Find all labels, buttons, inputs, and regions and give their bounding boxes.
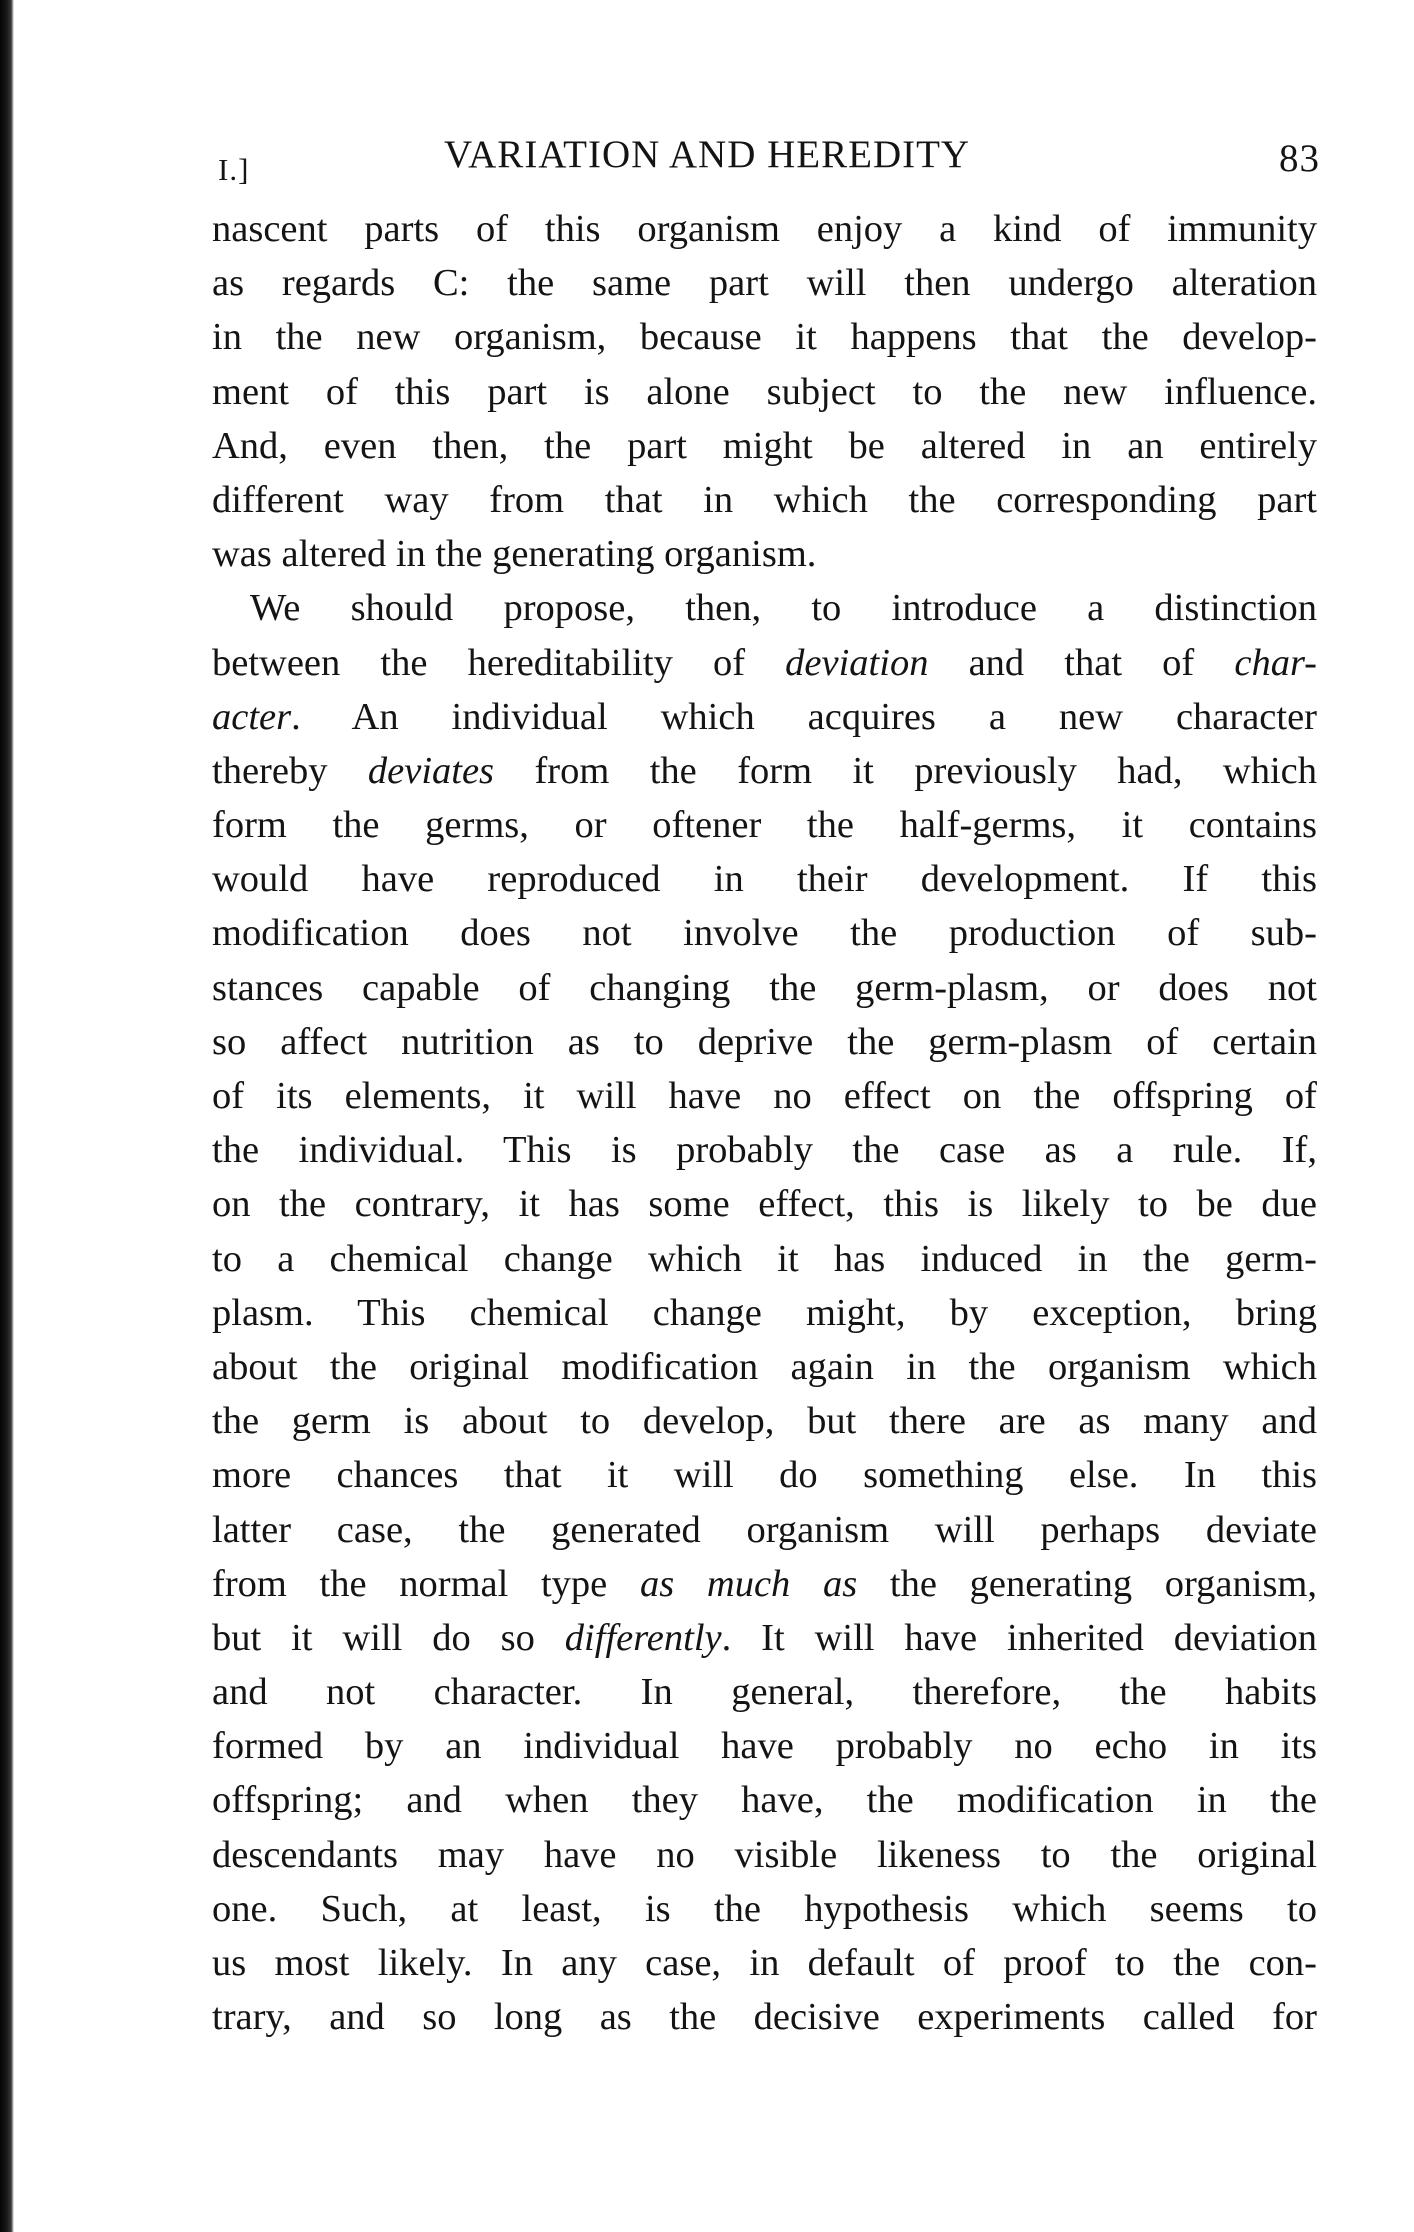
text-line [212,744,1317,798]
text-line [212,1394,1317,1448]
italic-text: deviation [785,641,929,684]
text-segment: formed by an individual have probably no echo in its [212,1725,1317,1768]
text-segment: us most likely. In any case, in default of proof to the con- [212,1942,1317,1984]
text-segment: modification does not involve the production of sub- [212,912,1317,955]
italic-text: acter [212,695,292,738]
text-line [212,202,1317,256]
text-line [212,365,1317,419]
text-segment: form the germs, or oftener the half-germs, it contains [212,804,1317,847]
text-line [212,1232,1317,1286]
text-segment: would have reproduced in their development. If this [212,858,1317,901]
text-segment: was altered in the generating organism. [212,533,817,576]
text-line [212,527,1317,581]
text-segment: . An individual which acquires a new character [291,695,1317,738]
text-segment: different way from that in which the corresponding part [212,478,1317,521]
text-segment: nascent parts of this organism enjoy a kind of immunity [212,208,1317,250]
text-line [212,1015,1317,1069]
text-line [212,1557,1317,1611]
text-line [212,1611,1317,1665]
page-number: 83 [1279,137,1320,180]
chapter-mark: I.] [218,152,250,187]
text-line [212,1936,1317,1990]
text-line [212,906,1317,960]
text-segment: thereby [212,749,368,792]
text-segment: from the form it previously had, which [494,749,1317,792]
text-line [212,1340,1317,1394]
text-line [212,798,1317,852]
running-title: VARIATION AND HEREDITY [444,133,971,176]
text-segment: one. Such, at least, is the hypothesis which seems to [212,1887,1317,1930]
text-line [212,1069,1317,1123]
text-line [212,1123,1317,1177]
text-segment: ment of this part is alone subject to the new influence. [212,370,1317,413]
body-text [212,202,1317,2044]
text-segment: plasm. This chemical change might, by exception, bring [212,1291,1317,1334]
italic-text: differently [564,1616,722,1659]
text-line [212,636,1317,690]
text-line [212,310,1317,364]
text-segment: on the contrary, it has some effect, this is likely to be due [212,1183,1317,1226]
text-line [212,1448,1317,1502]
text-segment: about the original modification again in the organism which [212,1345,1317,1388]
binding-edge [0,0,14,2232]
text-segment: and not character. In general, therefore, the habits [212,1671,1317,1714]
text-segment: descendants may have no visible likeness to the original [212,1833,1317,1876]
text-line [212,419,1317,473]
book-page [212,130,1320,2044]
text-segment: to a chemical change which it has induced in the germ- [212,1237,1317,1280]
text-segment: latter case, the generated organism will perhaps deviate [212,1508,1317,1551]
text-line [212,1882,1317,1936]
text-line [212,1990,1317,2044]
text-line [212,961,1317,1015]
text-segment: And, even then, the part might be altered in an entirely [212,424,1317,467]
text-line [212,1286,1317,1340]
text-segment: in the new organism, because it happens that the develop- [212,316,1317,359]
text-line [212,1503,1317,1557]
running-head [212,130,1320,190]
text-segment: We should propose, then, to introduce a distinction [250,587,1317,630]
text-line [212,1177,1317,1231]
text-segment: as regards C: the same part will then undergo alteration [212,262,1317,305]
text-segment: . It will have inherited deviation [721,1616,1317,1659]
italic-text: char- [1234,641,1317,684]
text-line [212,581,1317,635]
text-line [212,690,1317,744]
text-segment: of its elements, it will have no effect on the offspring of [212,1075,1317,1117]
text-line [212,1665,1317,1719]
text-segment: but it will do so [212,1616,565,1659]
text-segment: more chances that it will do something else. In this [212,1454,1317,1497]
text-segment: the individual. This is probably the case as a rule. If, [212,1129,1317,1172]
italic-text: as much as [639,1562,858,1605]
text-segment: the generating organism, [857,1562,1317,1605]
text-line [212,852,1317,906]
text-line [212,1828,1317,1882]
text-line [212,1719,1317,1773]
text-line [212,256,1317,310]
text-segment: offspring; and when they have, the modification in the [212,1779,1317,1822]
text-line [212,473,1317,527]
text-segment: and that of [928,641,1235,684]
text-line [212,1773,1317,1827]
text-segment: trary, and so long as the decisive experiments called for [212,1996,1317,2039]
text-segment: the germ is about to develop, but there are as many and [212,1400,1317,1443]
text-segment: from the normal type [212,1562,640,1605]
italic-text: deviates [367,749,495,792]
text-segment: so affect nutrition as to deprive the germ-plasm of certain [212,1020,1317,1063]
text-segment: between the hereditability of [212,641,786,684]
text-segment: stances capable of changing the germ-plasm, or does not [212,966,1317,1009]
